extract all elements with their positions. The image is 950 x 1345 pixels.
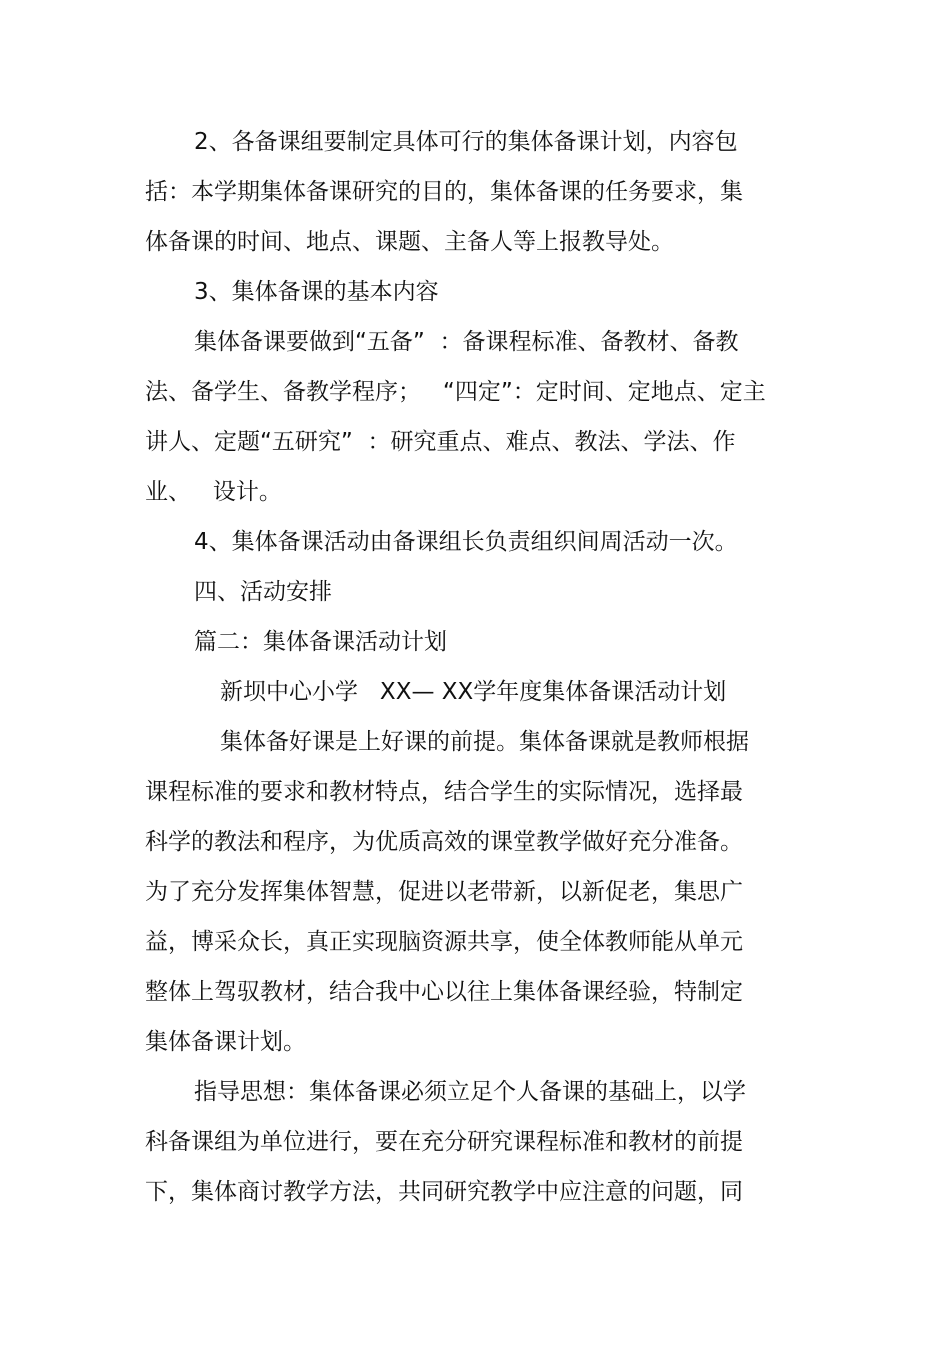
text-line-13: 集体备好课是上好课的前提。集体备课就是教师根据: [220, 729, 749, 755]
text-line-8: 业、 设计。: [145, 479, 282, 505]
text-line-6: 法、备学生、备教学程序； “四定”：定时间、定地点、定主: [145, 379, 766, 405]
text-line-21: 科备课组为单位进行，要在充分研究课程标准和教材的前提: [145, 1129, 743, 1155]
section-heading-activity: 四、活动安排: [194, 579, 332, 605]
text-line-1: 2、各备课组要制定具体可行的集体备课计划，内容包: [194, 129, 738, 155]
text-line-18: 整体上驾驭教材，结合我中心以往上集体备课经验，特制定: [145, 979, 743, 1005]
text-line-22: 下，集体商讨教学方法，共同研究教学中应注意的问题，同: [145, 1179, 743, 1205]
text-line-3: 体备课的时间、地点、课题、主备人等上报教导处。: [145, 229, 674, 255]
document-title: 新坝中心小学 XX— XX学年度集体备课活动计划: [220, 679, 727, 705]
text-line-16: 为了充分发挥集体智慧，促进以老带新，以新促老，集思广: [145, 879, 743, 905]
text-line-20: 指导思想：集体备课必须立足个人备课的基础上，以学: [194, 1079, 746, 1105]
text-line-7: 讲人、定题“五研究” ：研究重点、难点、教法、学法、作: [145, 429, 736, 455]
text-line-17: 益，博采众长，真正实现脑资源共享，使全体教师能从单元: [145, 929, 743, 955]
text-line-15: 科学的教法和程序，为优质高效的课堂教学做好充分准备。: [145, 829, 743, 855]
text-line-2: 括：本学期集体备课研究的目的，集体备课的任务要求，集: [145, 179, 743, 205]
text-line-14: 课程标准的要求和教材特点，结合学生的实际情况，选择最: [145, 779, 743, 805]
text-line-19: 集体备课计划。: [145, 1029, 306, 1055]
text-line-5: 集体备课要做到“五备” ：备课程标准、备教材、备教: [194, 329, 739, 355]
text-line-4: 3、集体备课的基本内容: [194, 279, 439, 305]
text-line-9: 4、集体备课活动由备课组长负责组织间周活动一次。: [194, 529, 738, 555]
chapter-heading: 篇二：集体备课活动计划: [194, 629, 447, 655]
